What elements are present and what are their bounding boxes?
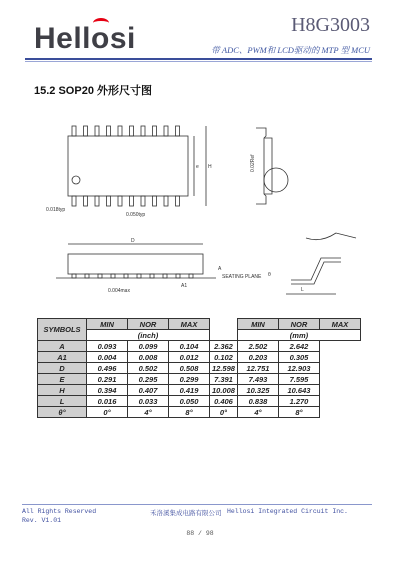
unit-inch: (inch): [87, 330, 210, 341]
row-symbol: L: [38, 396, 87, 407]
table-cell: 0.407: [128, 385, 169, 396]
dim-label-a: A: [218, 266, 222, 272]
side-pin: [85, 274, 89, 278]
footer-company-cn: 禾洛溪集成电路有限公司: [150, 509, 222, 517]
seating-plane-label: SEATING PLANE: [222, 274, 262, 280]
table-cell: 0°: [87, 407, 128, 418]
pin1-marker-icon: [72, 176, 80, 184]
table-cell: 2.502: [237, 341, 278, 352]
col-mm-nor: NOR: [278, 319, 319, 330]
bottom-pin: [84, 196, 88, 206]
table-cell: 0.419: [169, 385, 210, 396]
top-pin: [130, 126, 134, 136]
bottom-pin: [107, 196, 111, 206]
table-row: [38, 363, 361, 374]
table-row: [38, 341, 361, 352]
table-cell: 0.099: [128, 341, 169, 352]
table-cell: 0.016: [87, 396, 128, 407]
logo-text-left: Hell: [34, 22, 92, 55]
table-cell: 0.033: [128, 396, 169, 407]
package-side-view: [68, 254, 203, 274]
table-cell: 4°: [128, 407, 169, 418]
table-cell: 0.104: [169, 341, 210, 352]
dim-label-l: L: [301, 287, 304, 293]
top-pin: [141, 126, 145, 136]
table-row: [38, 407, 361, 418]
table-cell: 10.325: [237, 385, 278, 396]
table-gap: [210, 319, 238, 341]
table-cell: 8°: [278, 407, 319, 418]
table-cell: 4°: [237, 407, 278, 418]
top-pin: [107, 126, 111, 136]
dimension-table: [37, 318, 361, 418]
header-divider: [25, 58, 372, 60]
row-symbol: D: [38, 363, 87, 374]
table-cell: 12.751: [237, 363, 278, 374]
table-cell: 0.508: [169, 363, 210, 374]
bottom-pin: [130, 196, 134, 206]
bottom-pin: [176, 196, 180, 206]
row-symbol: A1: [38, 352, 87, 363]
page-number: 88 / 98: [186, 530, 214, 537]
table-cell: 0.203: [237, 352, 278, 363]
table-cell: 0.291: [87, 374, 128, 385]
table-cell: 0.394: [87, 385, 128, 396]
dim-label-a1: A1: [181, 283, 188, 289]
bottom-pin: [164, 196, 168, 206]
package-outline-drawing: [36, 108, 366, 313]
header-divider-thin: [25, 61, 372, 62]
col-inch-min: MIN: [87, 319, 128, 330]
row-symbol: H: [38, 385, 87, 396]
row-symbol: A: [38, 341, 87, 352]
footer-revision: Rev. V1.01: [22, 517, 62, 524]
table-cell: 0.008: [128, 352, 169, 363]
table-cell: 0.299: [169, 374, 210, 385]
side-pin: [150, 274, 154, 278]
bottom-pin: [118, 196, 122, 206]
bottom-pin: [141, 196, 145, 206]
top-pin: [118, 126, 122, 136]
bottom-pin: [95, 196, 99, 206]
row-symbol: E: [38, 374, 87, 385]
table-row: [38, 374, 361, 385]
side-pin: [163, 274, 167, 278]
table-cell: 0.093: [87, 341, 128, 352]
side-pin: [98, 274, 102, 278]
side-pin: [137, 274, 141, 278]
table-cell: 0.838: [237, 396, 278, 407]
table-row: [38, 352, 361, 363]
table-cell: 0.496: [87, 363, 128, 374]
table-cell: 0.502: [128, 363, 169, 374]
footer-rights: All Rights Reserved: [22, 508, 97, 515]
dim-label-d: D: [131, 238, 135, 244]
package-top-view: [68, 136, 188, 196]
top-pin: [95, 126, 99, 136]
bottom-pin: [72, 196, 76, 206]
table-cell: 10.008: [210, 385, 238, 396]
table-cell: 0.305: [278, 352, 319, 363]
footer-divider: [22, 504, 372, 505]
dim-label-pitch: 0.050typ: [126, 212, 146, 218]
col-mm-min: MIN: [237, 319, 278, 330]
table-cell: 0.102: [210, 352, 238, 363]
dim-label-h: H: [208, 164, 212, 170]
table-cell: 7.493: [237, 374, 278, 385]
side-pin: [189, 274, 193, 278]
top-pin: [176, 126, 180, 136]
table-row: [38, 396, 361, 407]
logo-swoosh-icon: [93, 18, 109, 28]
col-inch-max: MAX: [169, 319, 210, 330]
table-cell: 10.643: [278, 385, 319, 396]
table-cell: 12.903: [278, 363, 319, 374]
table-cell: 0.012: [169, 352, 210, 363]
table-row: [38, 385, 361, 396]
bottom-pin: [153, 196, 157, 206]
logo-text-o: o: [91, 22, 110, 55]
dim-label-b: 0.018typ: [46, 207, 66, 213]
top-pin: [72, 126, 76, 136]
top-pin: [164, 126, 168, 136]
table-cell: 12.598: [210, 363, 238, 374]
table-cell: 7.391: [210, 374, 238, 385]
side-pin: [72, 274, 76, 278]
side-pin: [124, 274, 128, 278]
top-pin: [84, 126, 88, 136]
header-subtitle: 带 ADC、PWM和 LCD驱动的 MTP 型 MCU: [211, 45, 370, 55]
table-cell: 0.004: [87, 352, 128, 363]
part-number: H8G3003: [291, 14, 370, 36]
table-cell: 1.270: [278, 396, 319, 407]
dim-label-theta: θ: [268, 272, 271, 278]
table-cell: 0°: [210, 407, 238, 418]
header-symbols: SYMBOLS: [38, 319, 87, 341]
table-cell: 0.406: [210, 396, 238, 407]
side-pin: [111, 274, 115, 278]
table-cell: 2.362: [210, 341, 238, 352]
dim-label-e: e: [196, 164, 199, 170]
col-mm-max: MAX: [319, 319, 360, 330]
table-cell: 7.595: [278, 374, 319, 385]
company-logo: [34, 22, 136, 56]
dim-label-lead: 0.02Ref: [250, 154, 256, 172]
coplanarity-label: 0.004max: [108, 288, 130, 294]
section-title: 15.2 SOP20 外形尺寸图: [34, 85, 152, 97]
table-cell: 8°: [169, 407, 210, 418]
col-inch-nor: NOR: [128, 319, 169, 330]
unit-mm: (mm): [237, 330, 360, 341]
table-cell: 2.642: [278, 341, 319, 352]
row-symbol: θ°: [38, 407, 87, 418]
table-cell: 0.295: [128, 374, 169, 385]
table-cell: 0.050: [169, 396, 210, 407]
top-pin: [153, 126, 157, 136]
side-pin: [176, 274, 180, 278]
logo-text-right: si: [109, 22, 136, 55]
footer-company-en: Hellosi Integrated Circuit Inc.: [227, 508, 348, 515]
logo-o: [91, 22, 110, 56]
